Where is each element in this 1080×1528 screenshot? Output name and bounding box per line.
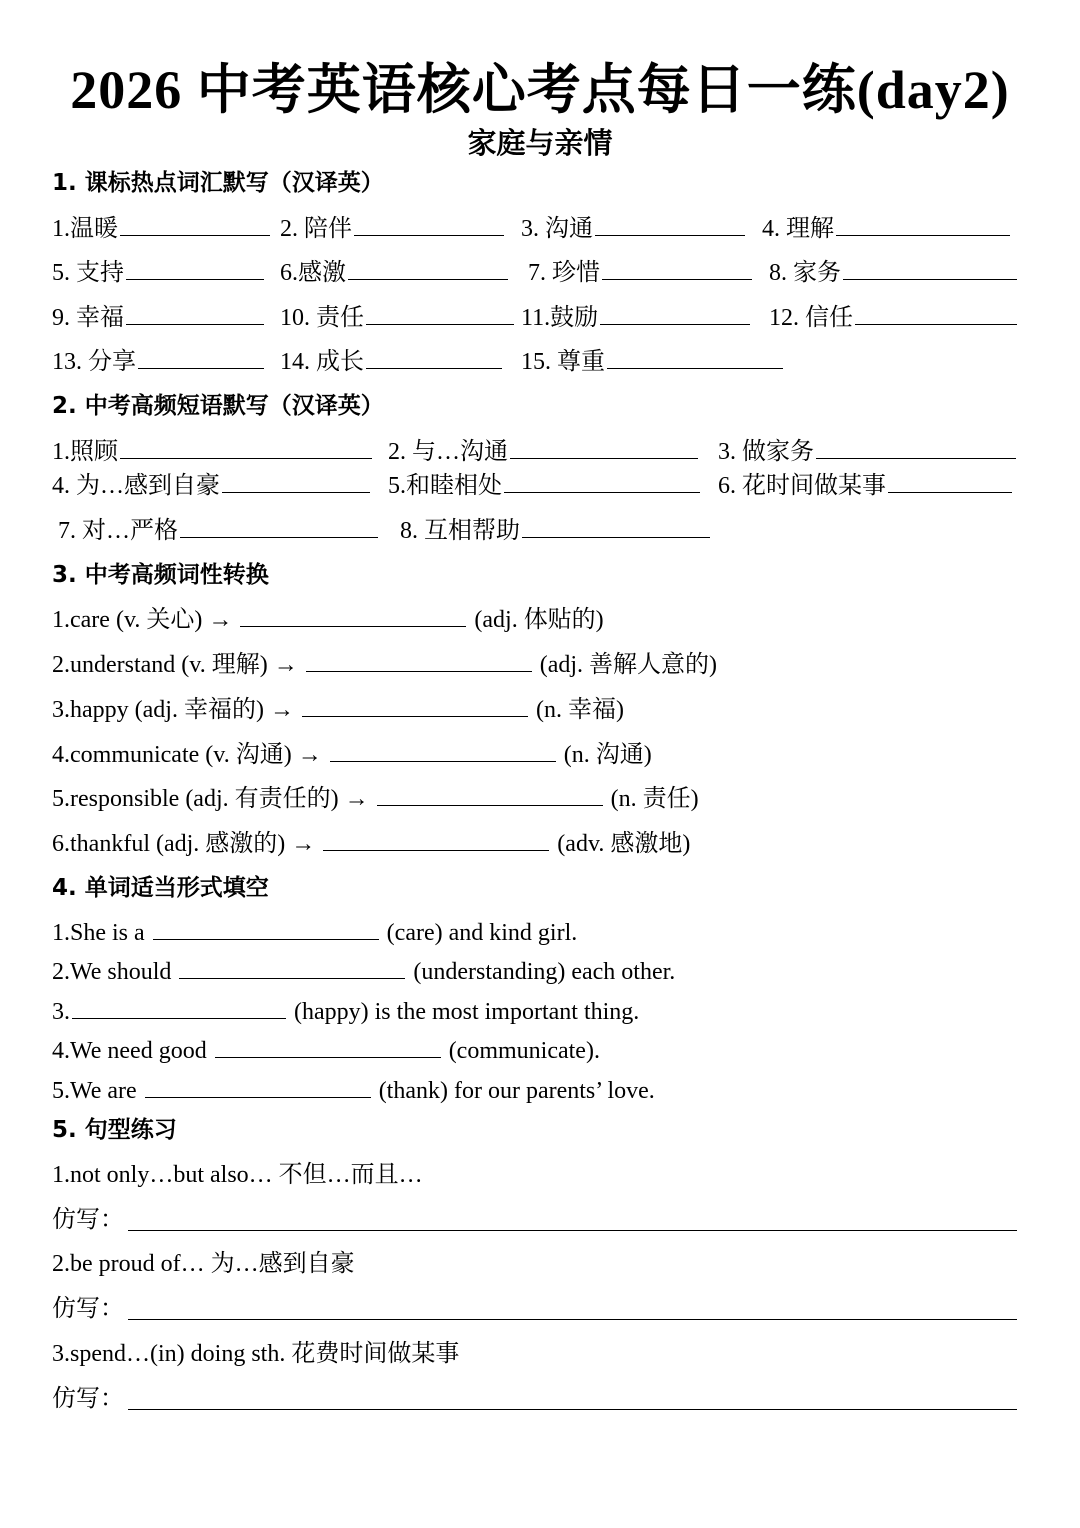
vocab-label: 13. 分享	[52, 349, 136, 375]
phrase-blank[interactable]	[522, 515, 710, 538]
fill-in-blank[interactable]	[145, 1075, 371, 1098]
fill-in-blank[interactable]	[153, 917, 379, 940]
conversion-prompt: 4.communicate (v. 沟通) →	[52, 742, 322, 768]
conversion-hint: (adj. 善解人意的)	[539, 652, 718, 678]
vocab-item	[52, 346, 266, 377]
fill-in-blank[interactable]	[215, 1035, 441, 1058]
vocab-blank[interactable]	[120, 213, 270, 236]
vocab-item	[280, 257, 510, 288]
vocab-blank[interactable]	[843, 257, 1017, 280]
vocab-blank[interactable]	[348, 257, 508, 280]
fill-in-suffix: (happy) is the most important thing.	[294, 999, 640, 1025]
conversion-prompt: 1.care (v. 关心) →	[52, 607, 233, 633]
phrase-blank[interactable]	[120, 436, 372, 459]
vocab-item	[769, 302, 1019, 333]
page-subtitle: 家庭与亲情	[467, 126, 613, 160]
vocab-item	[521, 302, 752, 333]
fill-in-prefix: 1.She is a	[52, 920, 145, 946]
fill-in-suffix: (communicate).	[448, 1038, 600, 1064]
conversion-prompt: 5.responsible (adj. 有责任的) →	[52, 786, 369, 812]
vocab-blank[interactable]	[366, 346, 502, 369]
phrase-blank[interactable]	[888, 470, 1012, 493]
vocab-item	[280, 302, 516, 333]
vocab-item	[769, 257, 1019, 288]
vocab-item	[280, 213, 506, 244]
conversion-item	[52, 739, 652, 770]
vocab-blank[interactable]	[138, 346, 264, 369]
vocab-label: 1.温暖	[52, 216, 118, 242]
sentence-pattern: 3.spend…(in) doing sth. 花费时间做某事	[52, 1341, 460, 1367]
page-title: 2026 中考英语核心考点每日一练(day2)	[70, 60, 1010, 120]
conversion-item	[52, 694, 624, 725]
vocab-label: 9. 幸福	[52, 305, 124, 331]
phrase-label: 7. 对…严格	[58, 518, 178, 544]
imitation-label: 仿写：	[52, 1296, 124, 1322]
vocab-item	[52, 257, 266, 288]
vocab-item	[521, 346, 785, 377]
fill-in-prefix: 3.	[52, 999, 70, 1025]
vocab-blank[interactable]	[595, 213, 745, 236]
phrase-blank[interactable]	[510, 436, 698, 459]
phrase-item	[52, 436, 374, 467]
phrase-blank[interactable]	[504, 470, 700, 493]
vocab-blank[interactable]	[600, 302, 750, 325]
section-4-heading: 4. 单词适当形式填空	[52, 875, 269, 901]
vocab-label: 5. 支持	[52, 260, 124, 286]
conversion-blank[interactable]	[302, 694, 528, 717]
phrase-item	[718, 436, 1018, 467]
phrase-label: 5.和睦相处	[388, 473, 502, 499]
phrase-item	[58, 515, 380, 546]
vocab-item	[52, 213, 272, 244]
fill-in-suffix: (understanding) each other.	[413, 959, 676, 985]
conversion-blank[interactable]	[240, 604, 466, 627]
fill-in-item	[52, 1075, 655, 1106]
fill-in-blank[interactable]	[179, 956, 405, 979]
phrase-label: 2. 与…沟通	[388, 439, 508, 465]
conversion-blank[interactable]	[330, 739, 556, 762]
vocab-item	[762, 213, 1012, 244]
fill-in-suffix: (thank) for our parents’ love.	[378, 1078, 655, 1104]
vocab-blank[interactable]	[354, 213, 504, 236]
vocab-label: 15. 尊重	[521, 349, 605, 375]
phrase-label: 6. 花时间做某事	[718, 473, 886, 499]
vocab-blank[interactable]	[836, 213, 1010, 236]
phrase-blank[interactable]	[180, 515, 378, 538]
vocab-label: 7. 珍惜	[528, 260, 600, 286]
sentence-pattern: 2.be proud of… 为…感到自豪	[52, 1251, 355, 1277]
vocab-label: 4. 理解	[762, 216, 834, 242]
conversion-prompt: 3.happy (adj. 幸福的) →	[52, 697, 294, 723]
conversion-hint: (adj. 体贴的)	[474, 607, 604, 633]
sentence-pattern: 1.not only…but also… 不但…而且…	[52, 1162, 423, 1188]
vocab-blank[interactable]	[855, 302, 1017, 325]
fill-in-blank[interactable]	[72, 996, 286, 1019]
conversion-blank[interactable]	[377, 783, 603, 806]
vocab-item	[521, 213, 747, 244]
fill-in-prefix: 5.We are	[52, 1078, 137, 1104]
section-1-heading: 1. 课标热点词汇默写（汉译英）	[52, 170, 384, 196]
phrase-item	[388, 436, 700, 467]
vocab-label: 2. 陪伴	[280, 216, 352, 242]
vocab-label: 10. 责任	[280, 305, 364, 331]
conversion-blank[interactable]	[323, 828, 549, 851]
vocab-item	[280, 346, 504, 377]
vocab-item	[52, 302, 266, 333]
fill-in-item	[52, 956, 675, 987]
vocab-item	[528, 257, 754, 288]
conversion-hint: (n. 责任)	[610, 786, 699, 812]
conversion-item	[52, 604, 604, 635]
vocab-blank[interactable]	[126, 257, 264, 280]
imitation-answer-line[interactable]	[128, 1318, 1017, 1320]
phrase-label: 8. 互相帮助	[400, 518, 520, 544]
imitation-label: 仿写：	[52, 1207, 124, 1233]
conversion-item	[52, 783, 699, 814]
section-2-heading: 2. 中考高频短语默写（汉译英）	[52, 393, 384, 419]
conversion-prompt: 2.understand (v. 理解) →	[52, 652, 298, 678]
phrase-label: 4. 为…感到自豪	[52, 473, 220, 499]
phrase-label: 3. 做家务	[718, 439, 814, 465]
conversion-hint: (n. 幸福)	[535, 697, 624, 723]
imitation-answer-line[interactable]	[128, 1408, 1017, 1410]
conversion-hint: (adv. 感激地)	[557, 831, 691, 857]
fill-in-prefix: 4.We need good	[52, 1038, 207, 1064]
conversion-blank[interactable]	[306, 649, 532, 672]
phrase-blank[interactable]	[816, 436, 1016, 459]
conversion-prompt: 6.thankful (adj. 感激的) →	[52, 831, 316, 857]
phrase-item	[388, 470, 702, 501]
fill-in-item	[52, 996, 639, 1027]
vocab-label: 8. 家务	[769, 260, 841, 286]
conversion-item	[52, 828, 690, 859]
vocab-blank[interactable]	[126, 302, 264, 325]
vocab-label: 12. 信任	[769, 305, 853, 331]
phrase-blank[interactable]	[222, 470, 370, 493]
vocab-label: 14. 成长	[280, 349, 364, 375]
section-3-heading: 3. 中考高频词性转换	[52, 562, 269, 588]
section-5-heading: 5. 句型练习	[52, 1117, 177, 1143]
conversion-hint: (n. 沟通)	[563, 742, 652, 768]
vocab-blank[interactable]	[607, 346, 783, 369]
vocab-blank[interactable]	[366, 302, 514, 325]
phrase-label: 1.照顾	[52, 439, 118, 465]
imitation-answer-line[interactable]	[128, 1229, 1017, 1231]
fill-in-item	[52, 917, 577, 948]
phrase-item	[52, 470, 372, 501]
fill-in-suffix: (care) and kind girl.	[386, 920, 578, 946]
phrase-item	[400, 515, 712, 546]
imitation-label: 仿写：	[52, 1386, 124, 1412]
fill-in-item	[52, 1035, 600, 1066]
vocab-label: 3. 沟通	[521, 216, 593, 242]
vocab-blank[interactable]	[602, 257, 752, 280]
vocab-label: 11.鼓励	[521, 305, 599, 331]
conversion-item	[52, 649, 717, 680]
phrase-item	[718, 470, 1014, 501]
vocab-label: 6.感激	[280, 260, 346, 286]
fill-in-prefix: 2.We should	[52, 959, 172, 985]
